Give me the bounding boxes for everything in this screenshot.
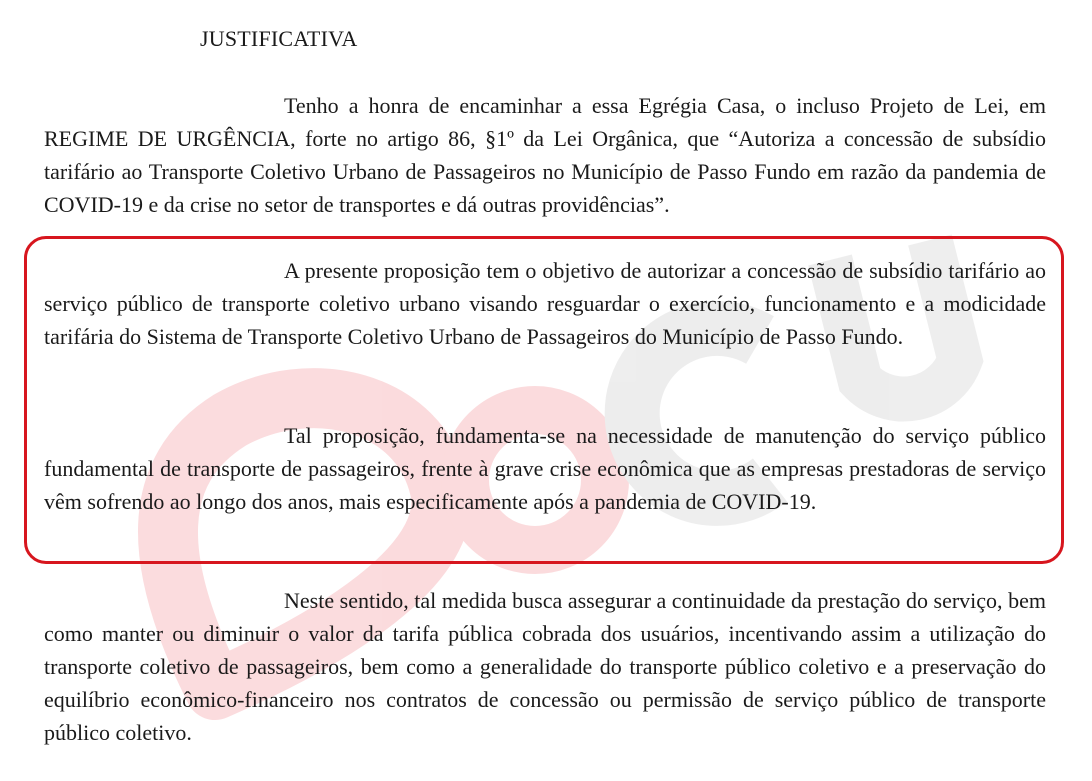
paragraph-intro: Tenho a honra de encaminhar a essa Egrégia Casa, o incluso Projeto de Lei, em REGIME DE URGÊNCIA, forte no artigo 86, §1º da Lei Orgânica, que “Autoriza a concessão de subsídio tarifário ao Transporte Coletivo Urbano de Passageiros no Município de Passo Fundo em razão da pandemia de COVID-19 e da crise no setor de transportes e dá outras providências”. (44, 93, 1046, 217)
paragraph-objective: A presente proposição tem o objetivo de autorizar a concessão de subsídio tarifário ao serviço público de transporte coletivo urbano visando resguardar o exercício, funcionamento e a modicidade tarifária do Sistema de Transporte Coletivo Urbano de Passageiros do Município de Passo Fundo. (44, 258, 1046, 349)
paragraph-foundation: Tal proposição, fundamenta-se na necessidade de manutenção do serviço público fundamental de transporte de passageiros, frente à grave crise econômica que as empresas prestadoras de serviço vêm sofrendo ao longo dos anos, mais especificamente após a pandemia de COVID-19. (44, 423, 1046, 514)
paragraph-conclusion: Neste sentido, tal medida busca assegurar a continuidade da prestação do serviço, bem como manter ou diminuir o valor da tarifa pública cobrada dos usuários, incentivando assim a utilização do transporte coletivo de passageiros, bem como a generalidade do transporte público coletivo e a preservação do equilíbrio econômico-financeiro nos contratos de concessão ou permissão de serviço público de transporte público coletivo. (44, 588, 1046, 745)
document-heading: JUSTIFICATIVA (200, 26, 358, 51)
highlight-box (24, 236, 1064, 564)
